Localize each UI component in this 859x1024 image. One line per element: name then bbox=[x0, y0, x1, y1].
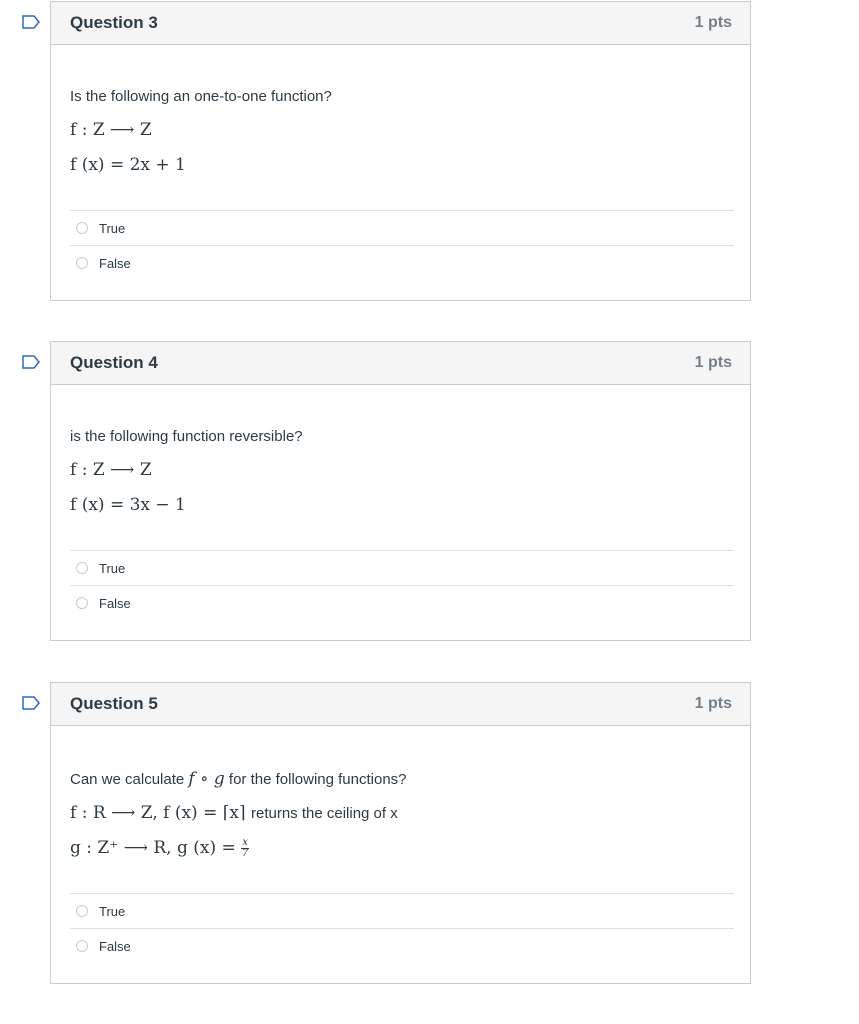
radio-button[interactable] bbox=[76, 597, 88, 609]
answer-option[interactable] bbox=[70, 210, 734, 245]
prompt-text: for the following functions? bbox=[228, 771, 407, 788]
flag-question-icon[interactable] bbox=[22, 355, 40, 369]
question-formula-line: f : Z ⟶ Z bbox=[70, 460, 152, 480]
question-card bbox=[50, 341, 751, 641]
question-card bbox=[50, 682, 751, 984]
flag-question-icon[interactable] bbox=[22, 696, 40, 710]
question-title: Question 5 bbox=[70, 694, 158, 713]
question-header bbox=[51, 683, 750, 726]
question-title: Question 4 bbox=[70, 353, 158, 372]
formula-text: g : Z⁺ ⟶ R, g (x) = bbox=[70, 838, 236, 858]
question-title: Question 3 bbox=[70, 13, 158, 32]
radio-button[interactable] bbox=[76, 257, 88, 269]
question-formula-line bbox=[70, 838, 249, 859]
formula-suffix: returns the ceiling of x bbox=[250, 805, 398, 822]
fraction-denominator: 7 bbox=[241, 848, 249, 859]
question-formula-line bbox=[70, 803, 398, 823]
question-points: 1 pts bbox=[694, 695, 732, 712]
question-card bbox=[50, 1, 751, 301]
question-formula-line: f (x) = 3x − 1 bbox=[70, 495, 186, 515]
question-points: 1 pts bbox=[694, 14, 732, 31]
radio-button[interactable] bbox=[76, 562, 88, 574]
flag-question-icon[interactable] bbox=[22, 15, 40, 29]
answer-option[interactable] bbox=[70, 893, 734, 928]
prompt-math: f ∘ g bbox=[188, 769, 225, 789]
answer-label: False bbox=[99, 255, 131, 271]
answer-label: True bbox=[99, 560, 126, 576]
fraction-numerator: x bbox=[242, 837, 248, 848]
formula-text: f : R ⟶ Z, f (x) = ⌈x⌉ bbox=[70, 803, 246, 823]
answer-label: False bbox=[99, 595, 131, 611]
radio-button[interactable] bbox=[76, 940, 88, 952]
question-prompt bbox=[70, 769, 407, 789]
answer-list bbox=[70, 893, 734, 963]
answer-option[interactable] bbox=[70, 245, 734, 280]
prompt-text: Can we calculate bbox=[70, 771, 185, 788]
question-formula-line: f (x) = 2x + 1 bbox=[70, 155, 186, 175]
answer-option[interactable] bbox=[70, 928, 734, 963]
answer-option[interactable] bbox=[70, 550, 734, 585]
question-formula-line: f : Z ⟶ Z bbox=[70, 120, 152, 140]
question-points: 1 pts bbox=[694, 354, 732, 371]
question-header bbox=[51, 342, 750, 385]
question-header bbox=[51, 2, 750, 45]
answer-option[interactable] bbox=[70, 585, 734, 620]
answer-label: True bbox=[99, 220, 126, 236]
answer-list bbox=[70, 550, 734, 620]
question-prompt: is the following function reversible? bbox=[70, 428, 303, 445]
radio-button[interactable] bbox=[76, 905, 88, 917]
radio-button[interactable] bbox=[76, 222, 88, 234]
question-prompt: Is the following an one-to-one function? bbox=[70, 88, 332, 105]
answer-label: True bbox=[99, 903, 126, 919]
fraction bbox=[241, 838, 249, 859]
answer-label: False bbox=[99, 938, 131, 954]
answer-list bbox=[70, 210, 734, 280]
